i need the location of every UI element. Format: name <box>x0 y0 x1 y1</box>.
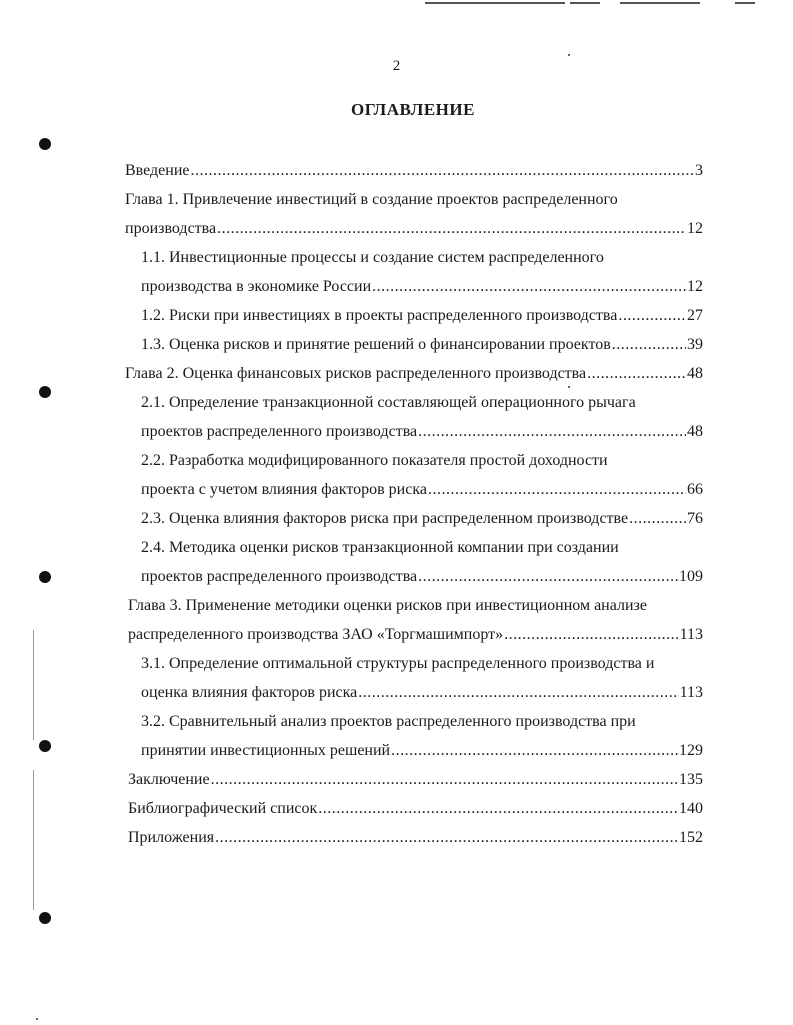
toc-entry-text: проектов распределенного производства <box>141 568 418 585</box>
toc-page-number: 140 <box>679 800 703 817</box>
toc-entry[interactable] <box>125 417 703 446</box>
toc-entry-text: производства в экономике России <box>141 278 372 295</box>
scan-artifact-line <box>735 2 755 4</box>
toc-entry-text: 2.2. Разработка модифицированного показателя простой доходности <box>141 452 608 469</box>
margin-line <box>33 630 34 740</box>
toc-entry-text: 3.2. Сравнительный анализ проектов распределенного производства при <box>141 713 636 730</box>
toc-entry-text: Библиографический список <box>128 800 318 817</box>
toc-page-number: 48 <box>687 423 703 440</box>
toc-entry[interactable] <box>125 562 703 591</box>
toc-entry[interactable] <box>125 359 703 388</box>
toc-entry-text: Глава 3. Применение методики оценки рисков при инвестиционном анализе <box>128 597 647 614</box>
scan-artifact-line <box>620 2 700 4</box>
toc-heading-line <box>125 388 703 417</box>
scan-speck <box>36 1018 38 1020</box>
page-title: ОГЛАВЛЕНИЕ <box>351 100 475 119</box>
toc-heading-line <box>125 707 703 736</box>
dot-leader <box>587 359 686 388</box>
margin-line <box>33 770 34 910</box>
toc-entry-text: Введение <box>125 162 190 179</box>
toc-page-number: 113 <box>679 626 703 643</box>
scan-artifact-line <box>570 2 600 4</box>
toc-page-number: 113 <box>679 684 703 701</box>
dot-leader <box>612 330 686 359</box>
dot-leader <box>629 504 686 533</box>
toc-page-number: 39 <box>687 336 703 353</box>
toc-page-number: 109 <box>679 568 703 585</box>
dot-leader <box>318 794 678 823</box>
toc-entry-text: принятии инвестиционных решений <box>141 742 391 759</box>
dot-leader <box>372 272 686 301</box>
toc-page-number: 66 <box>687 481 703 498</box>
dot-leader <box>418 417 686 446</box>
dot-leader <box>358 678 678 707</box>
dot-leader <box>504 620 678 649</box>
scan-speck <box>568 54 570 56</box>
toc-heading-line <box>125 591 703 620</box>
dot-leader <box>217 214 686 243</box>
toc-entry-text: Приложения <box>128 829 215 846</box>
toc-entry-text: 1.2. Риски при инвестициях в проекты распределенного производства <box>141 307 618 324</box>
punch-hole <box>39 571 51 583</box>
toc-entry[interactable] <box>125 678 703 707</box>
toc-page-number: 27 <box>687 307 703 324</box>
toc-heading-line <box>125 446 703 475</box>
toc-entry[interactable] <box>125 272 703 301</box>
punch-hole <box>39 386 51 398</box>
toc-entry[interactable] <box>125 794 703 823</box>
toc-heading-line <box>125 185 703 214</box>
toc-entry-text: 3.1. Определение оптимальной структуры распределенного производства и <box>141 655 655 672</box>
punch-hole <box>39 912 51 924</box>
toc-entry-text: проектов распределенного производства <box>141 423 418 440</box>
page-number: 2 <box>392 58 401 74</box>
dot-leader <box>191 156 695 185</box>
toc-heading-line <box>125 533 703 562</box>
toc-entry-text: распределенного производства ЗАО «Торгмашимпорт» <box>128 626 504 643</box>
toc-heading-line <box>125 649 703 678</box>
dot-leader <box>391 736 678 765</box>
toc-entry[interactable] <box>125 156 703 185</box>
scan-artifact-line <box>425 2 565 4</box>
toc-entry-text: 1.1. Инвестиционные процессы и создание систем распределенного <box>141 249 604 266</box>
dot-leader <box>418 562 678 591</box>
toc-entry[interactable] <box>125 301 703 330</box>
toc-entry-text: Глава 1. Привлечение инвестиций в создание проектов распределенного <box>125 191 618 208</box>
toc-page-number: 135 <box>679 771 703 788</box>
toc-entry[interactable] <box>125 620 703 649</box>
toc-entry[interactable] <box>125 214 703 243</box>
toc-page-number: 12 <box>687 278 703 295</box>
punch-hole <box>39 138 51 150</box>
dot-leader <box>618 301 686 330</box>
toc-entry-text: 2.1. Определение транзакционной составляющей операционного рычага <box>141 394 636 411</box>
toc-entry[interactable] <box>125 504 703 533</box>
dot-leader <box>428 475 686 504</box>
toc-page-number: 129 <box>679 742 703 759</box>
toc-entry[interactable] <box>125 736 703 765</box>
toc-entry-text: Заключение <box>128 771 210 788</box>
toc-page-number: 12 <box>687 220 703 237</box>
toc-entry-text: 2.4. Методика оценки рисков транзакционной компании при создании <box>141 539 619 556</box>
toc-page-number: 48 <box>687 365 703 382</box>
toc-page-number: 76 <box>687 510 703 527</box>
toc-entry-text: производства <box>125 220 217 237</box>
dot-leader <box>215 823 678 852</box>
toc-entry[interactable] <box>125 330 703 359</box>
dot-leader <box>211 765 678 794</box>
toc-entry[interactable] <box>125 823 703 852</box>
toc-entry-text: оценка влияния факторов риска <box>141 684 358 701</box>
toc-entry[interactable] <box>125 475 703 504</box>
toc-page-number: 152 <box>679 829 703 846</box>
toc-entry-text: Глава 2. Оценка финансовых рисков распределенного производства <box>125 365 587 382</box>
table-of-contents <box>125 156 703 852</box>
toc-entry-text: проекта с учетом влияния факторов риска <box>141 481 427 498</box>
toc-entry[interactable] <box>125 765 703 794</box>
punch-hole <box>39 740 51 752</box>
toc-entry-text: 2.3. Оценка влияния факторов риска при распределенном производстве <box>141 510 629 527</box>
toc-page-number: 3 <box>695 162 703 179</box>
toc-heading-line <box>125 243 703 272</box>
toc-entry-text: 1.3. Оценка рисков и принятие решений о финансировании проектов <box>141 336 611 353</box>
